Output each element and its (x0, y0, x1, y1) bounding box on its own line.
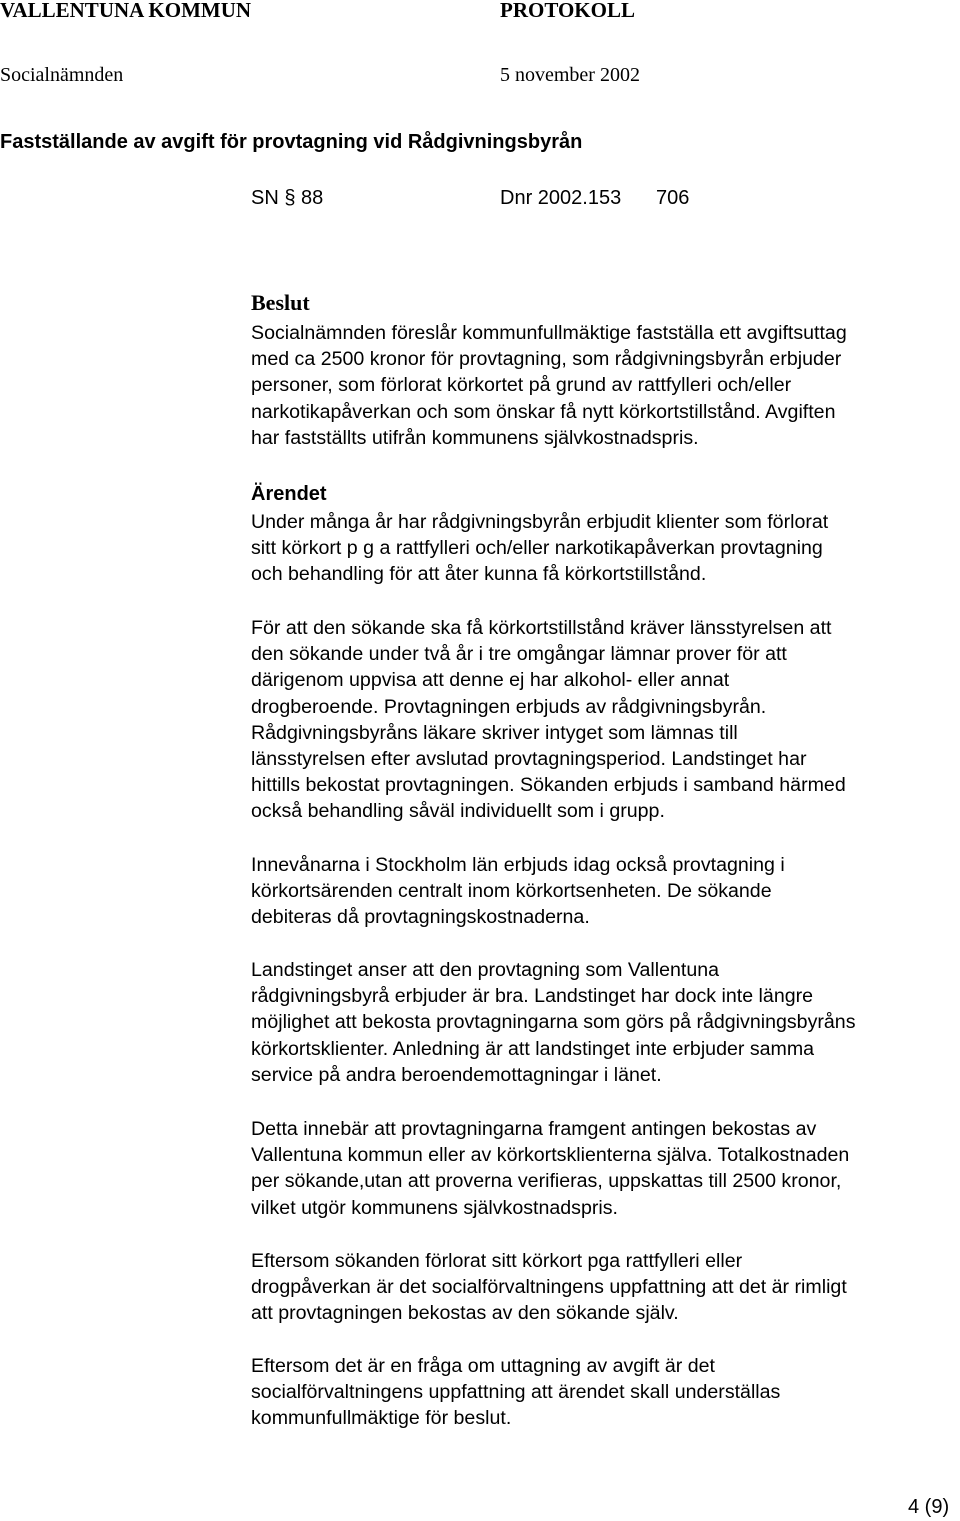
meeting-date: 5 november 2002 (500, 64, 640, 86)
committee-name: Socialnämnden (0, 64, 124, 86)
page-title: Fastställande av avgift för provtagning vid Rådgivningsbyrån (0, 131, 583, 153)
text-line: För att den sökande ska få körkortstillstånd kräver länsstyrelsen att (251, 617, 832, 639)
case-value: 88 (301, 187, 324, 209)
text-line: rådgivningsbyrå erbjuder är bra. Landstinget har dock inte längre (251, 985, 814, 1008)
beslut-heading: Beslut (251, 290, 310, 315)
text-line: Vallentuna kommun eller av körkortsklienterna själva. Totalkostnaden (251, 1144, 850, 1167)
text-line: debiteras då provtagningskostnaderna. (251, 906, 590, 929)
text-line: vilket utgör kommunens självkostnadspris. (251, 1196, 618, 1219)
text-line: Rådgivningsbyråns läkare skriver intyget som lämnas till (251, 721, 738, 744)
text-line: med ca 2500 kronor för provtagning, som rådgivningsbyrån erbjuder (251, 348, 842, 371)
text-line: Innevånarna i Stockholm län erbjuds idag också provtagning i (251, 854, 785, 876)
registry-code: 706 (656, 187, 690, 209)
text-line: sitt körkort p g a rattfylleri och/eller narkotikapåverkan provtagning (251, 537, 823, 560)
registry-number: Dnr 2002.153 (500, 187, 622, 209)
text-line: också behandling såväl individuellt som i grupp. (251, 800, 665, 823)
arendet-paragraph-6 (251, 1248, 960, 1327)
text-line: körkortsärenden centralt inom körkortsenheten. De sökande (251, 880, 772, 903)
text-line: körkortsklienter. Anledning är att landstinget inte erbjuder samma (251, 1037, 815, 1060)
text-line: narkotikapåverkan och som önskar få nytt körkortstillstånd. Avgiften (251, 400, 836, 423)
text-line: hittills bekostat provtagningen. Sökanden erbjuds i samband härmed (251, 774, 846, 797)
text-line: per sökande,utan att proverna verifieras, uppskattas till 2500 kronor, (251, 1170, 842, 1193)
text-line: socialförvaltningens uppfattning att ärendet skall underställas (251, 1381, 781, 1404)
text-line: möjlighet att bekosta provtagningarna som görs på rådgivningsbyråns (251, 1011, 856, 1034)
arendet-paragraph-7 (251, 1353, 960, 1432)
text-line: drogberoende. Provtagningen erbjuds av rådgivningsbyrån. (251, 695, 767, 718)
arendet-paragraph-1 (251, 509, 960, 588)
text-line: Detta innebär att provtagningarna framgent antingen bekostas av (251, 1118, 817, 1140)
arendet-paragraph-3 (251, 852, 960, 931)
section-sign-icon: § (284, 187, 296, 209)
arendet-paragraph-4 (251, 957, 960, 1088)
text-line: att provtagningen bekostas av den sökande själv. (251, 1302, 679, 1325)
text-line: drogpåverkan är det socialförvaltningens uppfattning att det är rimligt (251, 1276, 847, 1299)
text-line: Eftersom sökanden förlorat sitt körkort pga rattfylleri eller (251, 1250, 743, 1272)
organization-name: VALLENTUNA KOMMUN (0, 0, 252, 22)
text-line: service på andra beroendemottagningar i länet. (251, 1063, 662, 1086)
text-line: Landstinget anser att den provtagning som Vallentuna (251, 959, 720, 981)
case-reference (251, 187, 323, 210)
text-line: Socialnämnden föreslår kommunfullmäktige fastställa ett avgiftsuttag (251, 322, 847, 344)
arendet-paragraph-5 (251, 1116, 960, 1221)
text-line: personer, som förlorat körkortet på grund av rattfylleri och/eller (251, 374, 792, 397)
case-prefix: SN (251, 187, 279, 209)
text-line: har fastställts utifrån kommunens självkostnadspris. (251, 426, 699, 449)
arendet-heading: Ärendet (251, 483, 327, 505)
text-line: den sökande under två år i tre omgångar lämnar prover för att (251, 643, 787, 666)
arendet-paragraph-2 (251, 615, 960, 825)
text-line: Under många år har rådgivningsbyrån erbjudit klienter som förlorat (251, 511, 829, 533)
text-line: och behandling för att åter kunna få körkortstillstånd. (251, 563, 707, 586)
beslut-text (251, 320, 960, 451)
text-line: kommunfullmäktige för beslut. (251, 1407, 512, 1430)
text-line: Eftersom det är en fråga om uttagning av avgift är det (251, 1355, 715, 1377)
text-line: därigenom uppvisa att denne ej har alkohol- eller annat (251, 669, 730, 692)
text-line: länsstyrelsen efter avslutad provtagningsperiod. Landstinget har (251, 748, 807, 771)
page-number: 4 (9) (908, 1496, 950, 1518)
document-type: PROTOKOLL (500, 0, 635, 22)
